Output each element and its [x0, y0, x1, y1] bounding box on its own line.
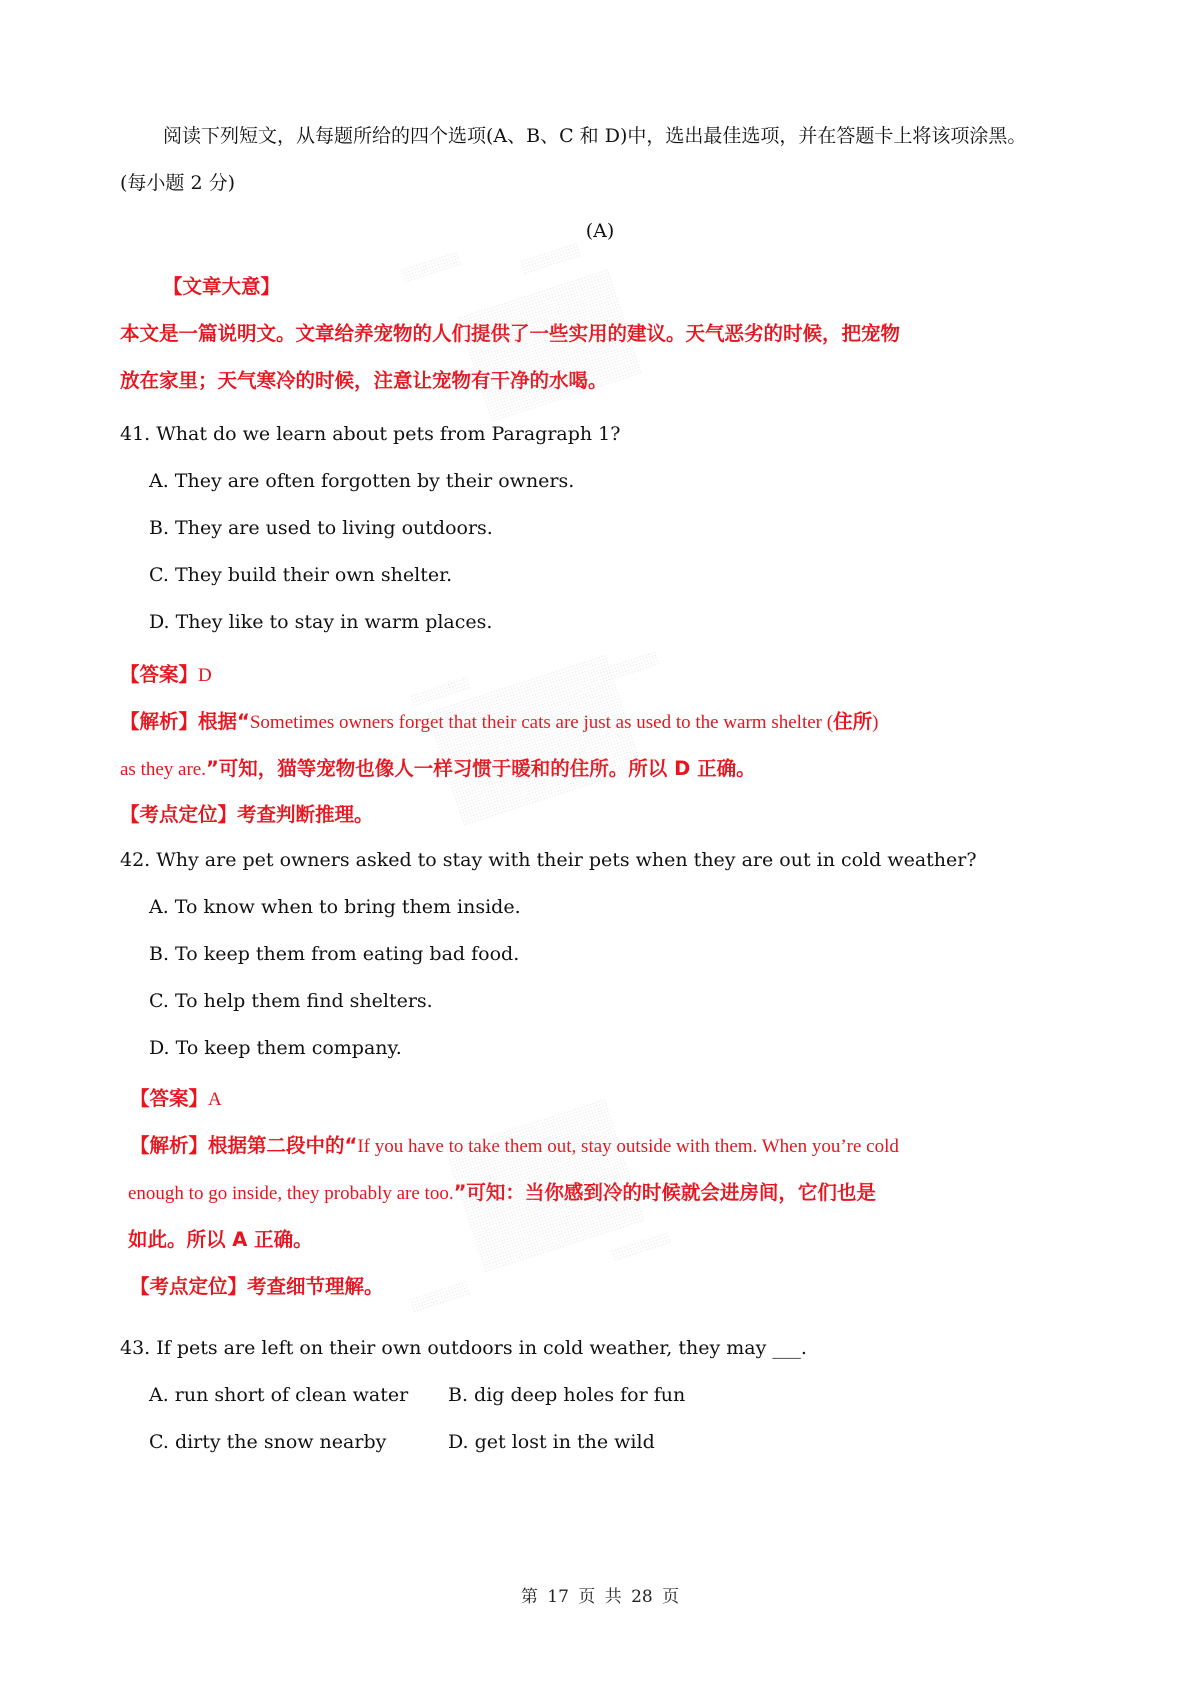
question-42-analysis-line-1: [130, 1134, 899, 1159]
question-41-option-b: B. They are used to living outdoors.: [149, 517, 493, 539]
question-43-option-d: D. get lost in the wild: [448, 1431, 655, 1453]
analysis-quote: enough to go inside, they probably are too.: [128, 1183, 454, 1204]
question-41-stem: 41. What do we learn about pets from Paragraph 1?: [120, 423, 621, 445]
analysis-quote: Sometimes owners forget that their cats are just as used to the warm shelter (: [249, 712, 834, 733]
question-43-option-c: C. dirty the snow nearby: [149, 1431, 387, 1453]
analysis-text: ): [872, 712, 879, 733]
analysis-text: 住所: [833, 710, 873, 733]
question-41-answer: [120, 663, 212, 688]
question-42-option-a: A. To know when to bring them inside.: [149, 896, 521, 918]
question-42-answer: [130, 1087, 222, 1112]
instructions-line-1: 阅读下列短文，从每题所给的四个选项(A、B、C 和 D)中，选出最佳选项，并在答题卡上将该项涂黑。: [163, 125, 1027, 147]
point-text: 考查判断推理。: [237, 803, 374, 826]
point-text: 考查细节理解。: [247, 1275, 384, 1298]
page-footer: 第 17 页 共 28 页: [520, 1587, 680, 1607]
question-42-point: [130, 1275, 384, 1299]
passage-label: (A): [585, 220, 615, 242]
question-42-analysis-line-3: 如此。所以 A 正确。: [128, 1228, 313, 1251]
question-41-option-a: A. They are often forgotten by their owners.: [149, 470, 575, 492]
analysis-quote: as they are.: [120, 759, 206, 780]
analysis-text: 根据“: [198, 710, 250, 733]
question-41-analysis-line-2: [120, 757, 756, 782]
question-41-analysis-line-1: [120, 710, 878, 735]
analysis-text: 根据第二段中的“: [208, 1134, 358, 1157]
answer-label: 【答案】: [130, 1087, 209, 1110]
point-label: 【考点定位】: [120, 803, 238, 826]
summary-line-1: 本文是一篇说明文。文章给养宠物的人们提供了一些实用的建议。天气恶劣的时候，把宠物: [120, 322, 901, 345]
summary-line-2: 放在家里；天气寒冷的时候，注意让宠物有干净的水喝。: [120, 369, 608, 392]
instructions-line-2: (每小题 2 分): [120, 172, 235, 194]
question-41-point: [120, 803, 374, 827]
question-42-option-c: C. To help them find shelters.: [149, 990, 433, 1012]
question-41-option-c: C. They build their own shelter.: [149, 564, 453, 586]
question-42-stem: 42. Why are pet owners asked to stay with their pets when they are out in cold weather?: [120, 849, 977, 871]
analysis-label: 【解析】: [120, 710, 199, 733]
question-41-option-d: D. They like to stay in warm places.: [149, 611, 493, 633]
analysis-label: 【解析】: [130, 1134, 209, 1157]
analysis-text: ”可知，猫等宠物也像人一样习惯于暖和的住所。所以 D 正确。: [205, 757, 756, 780]
question-42-option-d: D. To keep them company.: [149, 1037, 402, 1059]
answer-letter: D: [198, 665, 212, 686]
question-43-stem: 43. If pets are left on their own outdoors in cold weather, they may ___.: [120, 1337, 807, 1359]
analysis-quote: If you have to take them out, stay outside with them. When you’re cold: [357, 1136, 899, 1157]
answer-label: 【答案】: [120, 663, 199, 686]
answer-letter: A: [208, 1089, 222, 1110]
question-42-analysis-line-2: [128, 1181, 876, 1206]
analysis-text: ”可知：当你感到冷的时候就会进房间，它们也是: [453, 1181, 876, 1204]
question-42-option-b: B. To keep them from eating bad food.: [149, 943, 520, 965]
question-43-option-b: B. dig deep holes for fun: [448, 1384, 686, 1406]
question-43-option-a: A. run short of clean water: [149, 1384, 409, 1406]
point-label: 【考点定位】: [130, 1275, 248, 1298]
summary-heading: 【文章大意】: [163, 275, 281, 298]
